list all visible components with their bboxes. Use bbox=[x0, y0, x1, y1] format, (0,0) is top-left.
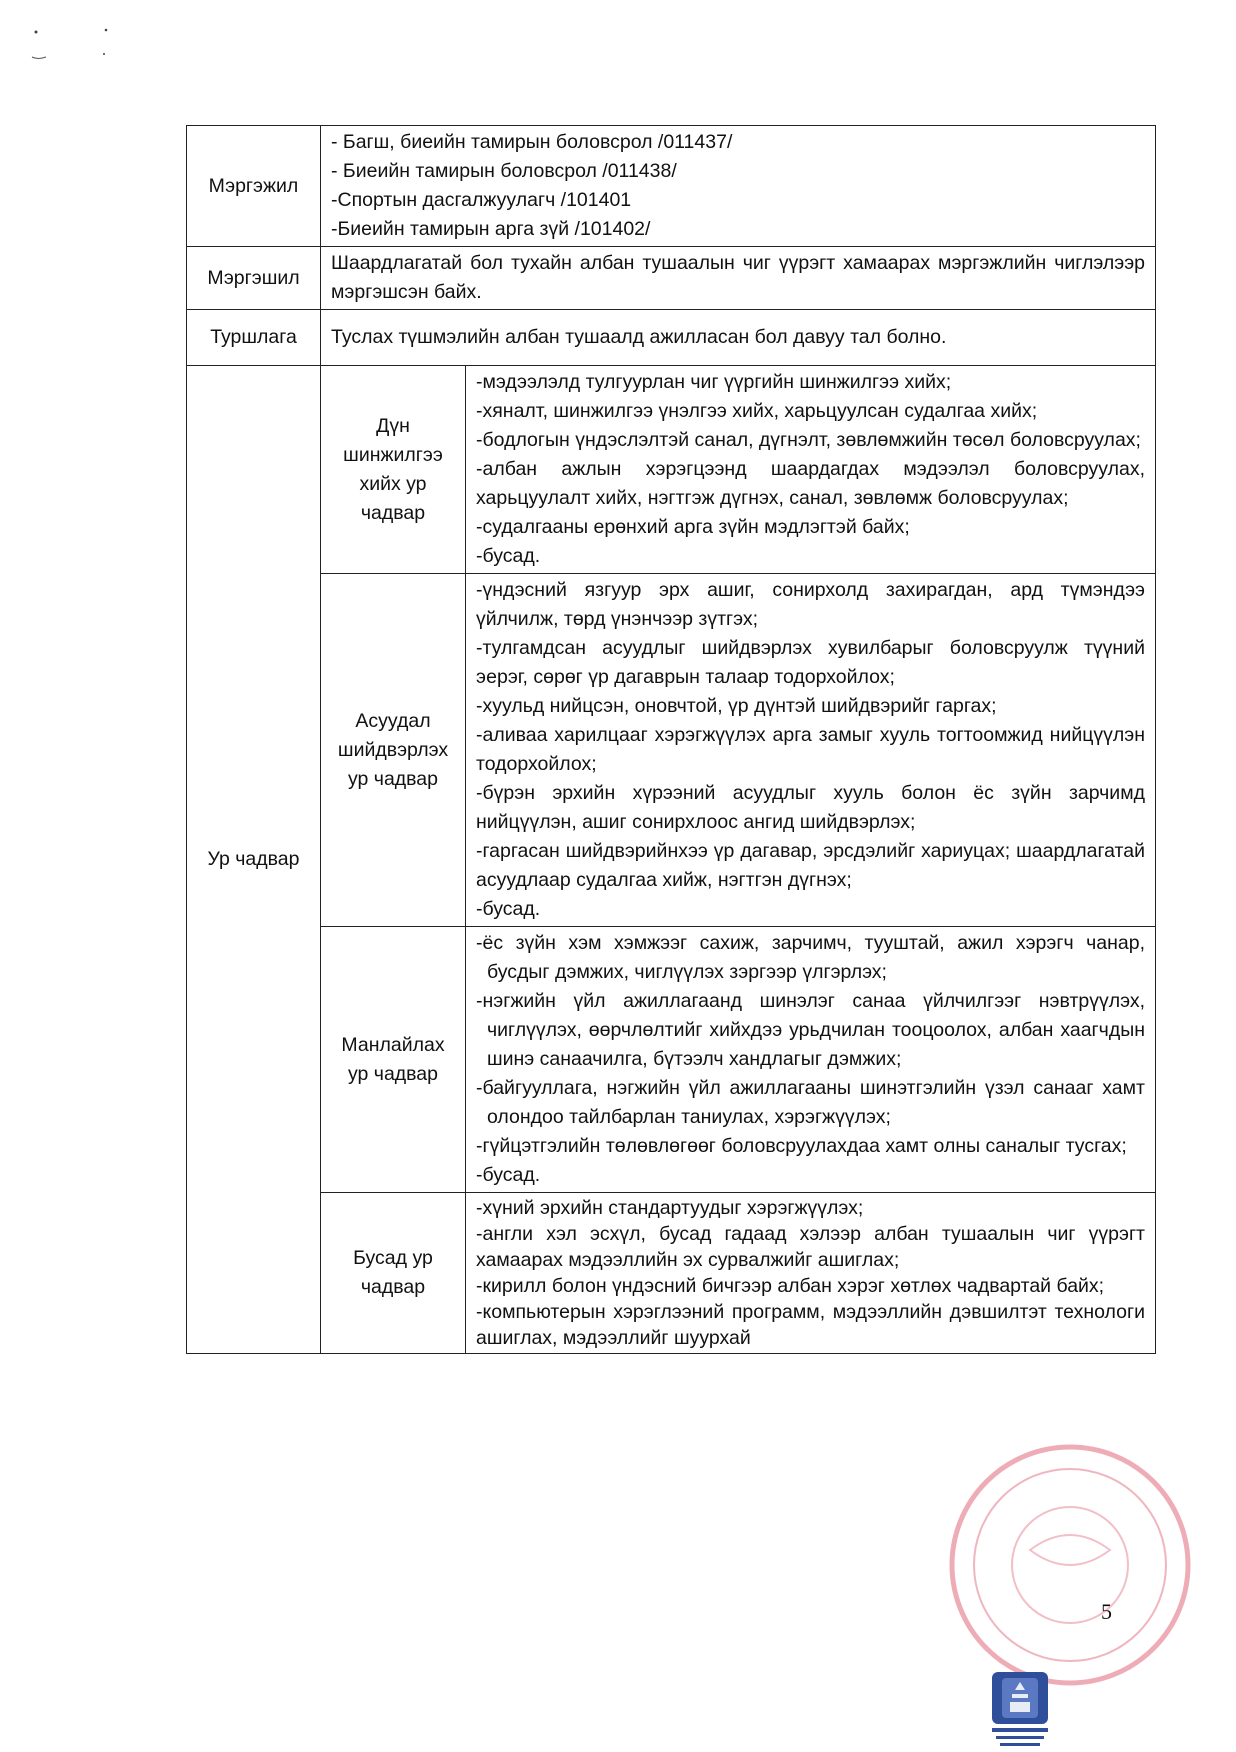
skill-line: -кирилл болон үндэсний бичгээр албан хэрэг хөтлөх чадвартай байх; bbox=[476, 1275, 1105, 1297]
skill-line: -гүйцэтгэлийн төлөвлөгөөг боловсруулахдаа хамт олны саналыг тусгах; bbox=[476, 1135, 1127, 1157]
skill-line: -мэдээлэлд тулгуурлан чиг үүргийн шинжилгээ хийх; bbox=[476, 371, 952, 393]
row-manlailah bbox=[187, 927, 1156, 1193]
label-mergeshil: Мэргэшил bbox=[187, 247, 321, 310]
mergejil-line: -Биеийн тамирын арга зүй /101402/ bbox=[331, 218, 651, 240]
skill-line: -судалгааны ерөнхий арга зүйн мэдлэгтэй байх; bbox=[476, 516, 910, 538]
skill-line: -хуульд нийцсэн, оновчтой, үр дүнтэй шийдвэрийг гаргах; bbox=[476, 695, 997, 717]
skill-line: -хяналт, шинжилгээ үнэлгээ хийх, харьцуулсан судалгаа хийх; bbox=[476, 400, 1038, 422]
skill-line: -англи хэл эсхүл, бусад гадаад хэлээр албан тушаалын чиг үүрэгт хамаарах мэдээллийн эх сурвалжийг ашиглах; bbox=[476, 1223, 1145, 1271]
skill-line: -нэгжийн үйл ажиллагаанд шинэлэг санаа үйлчилгээг нэвтрүүлэх, чиглүүлэх, өөрчлөлтийг хийхдээ урьдчилан тооцоолох, албан хаагчдын шинэ санаачилга, бүтээлч хандлагыг дэмжих; bbox=[476, 990, 1145, 1070]
content-mergejil bbox=[321, 126, 1156, 247]
content-mergeshil: Шаардлагатай бол тухайн албан тушаалын чиг үүрэгт хамаарах мэргэжлийн чиглэлээр мэргэшсэн байх. bbox=[321, 247, 1156, 310]
sublabel-dun-shinjilgee: Дүн шинжилгээ хийх ур чадвар bbox=[321, 366, 466, 574]
content-dun-shinjilgee bbox=[466, 366, 1156, 574]
skill-line: -үндэсний язгуур эрх ашиг, сонирхолд захирагдан, ард түмэндээ үйлчилж, төрд үнэнчээр зүтгэх; bbox=[476, 579, 1145, 630]
skill-line: -ёс зүйн хэм хэмжээг сахиж, зарчимч, тууштай, ажил хэрэгч чанар, бусдыг дэмжих, чиглүүлэх зэргээр үлгэрлэх; bbox=[476, 932, 1145, 983]
mergejil-line: - Биеийн тамирын боловсрол /011438/ bbox=[331, 160, 677, 182]
skill-line: -байгууллага, нэгжийн үйл ажиллагааны шинэтгэлийн үзэл санааг хамт олондоо тайлбарлан таниулах, хэрэгжүүлэх; bbox=[476, 1077, 1145, 1128]
row-asuudal-shiidverleh bbox=[187, 574, 1156, 927]
round-stamp bbox=[935, 1430, 1205, 1700]
sublabel-asuudal-shiidverleh: Асуудал шийдвэрлэх ур чадвар bbox=[321, 574, 466, 927]
skill-line: -компьютерын хэрэглээний программ, мэдээллийн дэвшилтэт технологи ашиглах, мэдээллийг шуурхай bbox=[476, 1301, 1145, 1349]
label-mergejil: Мэргэжил bbox=[187, 126, 321, 247]
scan-specks bbox=[30, 20, 120, 70]
content-turshlaga: Туслах түшмэлийн албан тушаалд ажилласан бол давуу тал болно. bbox=[321, 310, 1156, 366]
skill-line: -хүний эрхийн стандартуудыг хэрэгжүүлэх; bbox=[476, 1197, 864, 1219]
label-ur-chadvar: Ур чадвар bbox=[187, 366, 321, 1354]
row-turshlaga bbox=[187, 310, 1156, 366]
sublabel-busad-ur-chadvar: Бусад ур чадвар bbox=[321, 1193, 466, 1354]
row-mergejil bbox=[187, 126, 1156, 247]
row-dun-shinjilgee bbox=[187, 366, 1156, 574]
mergejil-line: - Багш, биеийн тамирын боловсрол /011437/ bbox=[331, 131, 733, 153]
row-mergeshil bbox=[187, 247, 1156, 310]
skill-line: -бусад. bbox=[476, 545, 541, 567]
label-turshlaga: Туршлага bbox=[187, 310, 321, 366]
skill-line: -гаргасан шийдвэрийнхээ үр дагавар, эрсдэлийг хариуцах; шаардлагатай асуудлаар судалгаа хийж, нэгтгэн дүгнэх; bbox=[476, 840, 1145, 891]
content-manlailah bbox=[466, 927, 1156, 1193]
skill-line: -бусад. bbox=[476, 898, 541, 920]
mergejil-line: -Спортын дасгалжуулагч /101401 bbox=[331, 189, 632, 211]
row-busad-ur-chadvar bbox=[187, 1193, 1156, 1354]
government-seal-logo bbox=[986, 1668, 1054, 1750]
skill-line: -бусад. bbox=[476, 1164, 541, 1186]
content-busad-ur-chadvar bbox=[466, 1193, 1156, 1354]
skill-line: -тулгамдсан асуудлыг шийдвэрлэх хувилбарыг боловсруулж түүний эерэг, сөрөг үр дагаврын талаар тодорхойлох; bbox=[476, 637, 1145, 688]
skill-line: -аливаа харилцааг хэрэгжүүлэх арга замыг хууль тогтоомжид нийцүүлэн тодорхойлох; bbox=[476, 724, 1145, 775]
skill-line: -бүрэн эрхийн хүрээний асуудлыг хууль болон ёс зүйн зарчимд нийцүүлэн, ашиг сонирхлоос ангид шийдвэрлэх; bbox=[476, 782, 1145, 833]
skill-line: -бодлогын үндэслэлтэй санал, дүгнэлт, зөвлөмжийн төсөл боловсруулах; bbox=[476, 429, 1141, 451]
content-asuudal-shiidverleh bbox=[466, 574, 1156, 927]
skill-line: -албан ажлын хэрэгцээнд шаардагдах мэдээлэл боловсруулах, харьцуулалт хийх, нэгтгэж дүгнэх, санал, зөвлөмж боловсруулах; bbox=[476, 458, 1145, 509]
position-requirements-table bbox=[186, 125, 1156, 1354]
sublabel-manlailah: Манлайлах ур чадвар bbox=[321, 927, 466, 1193]
page-number: 5 bbox=[1101, 1599, 1112, 1624]
